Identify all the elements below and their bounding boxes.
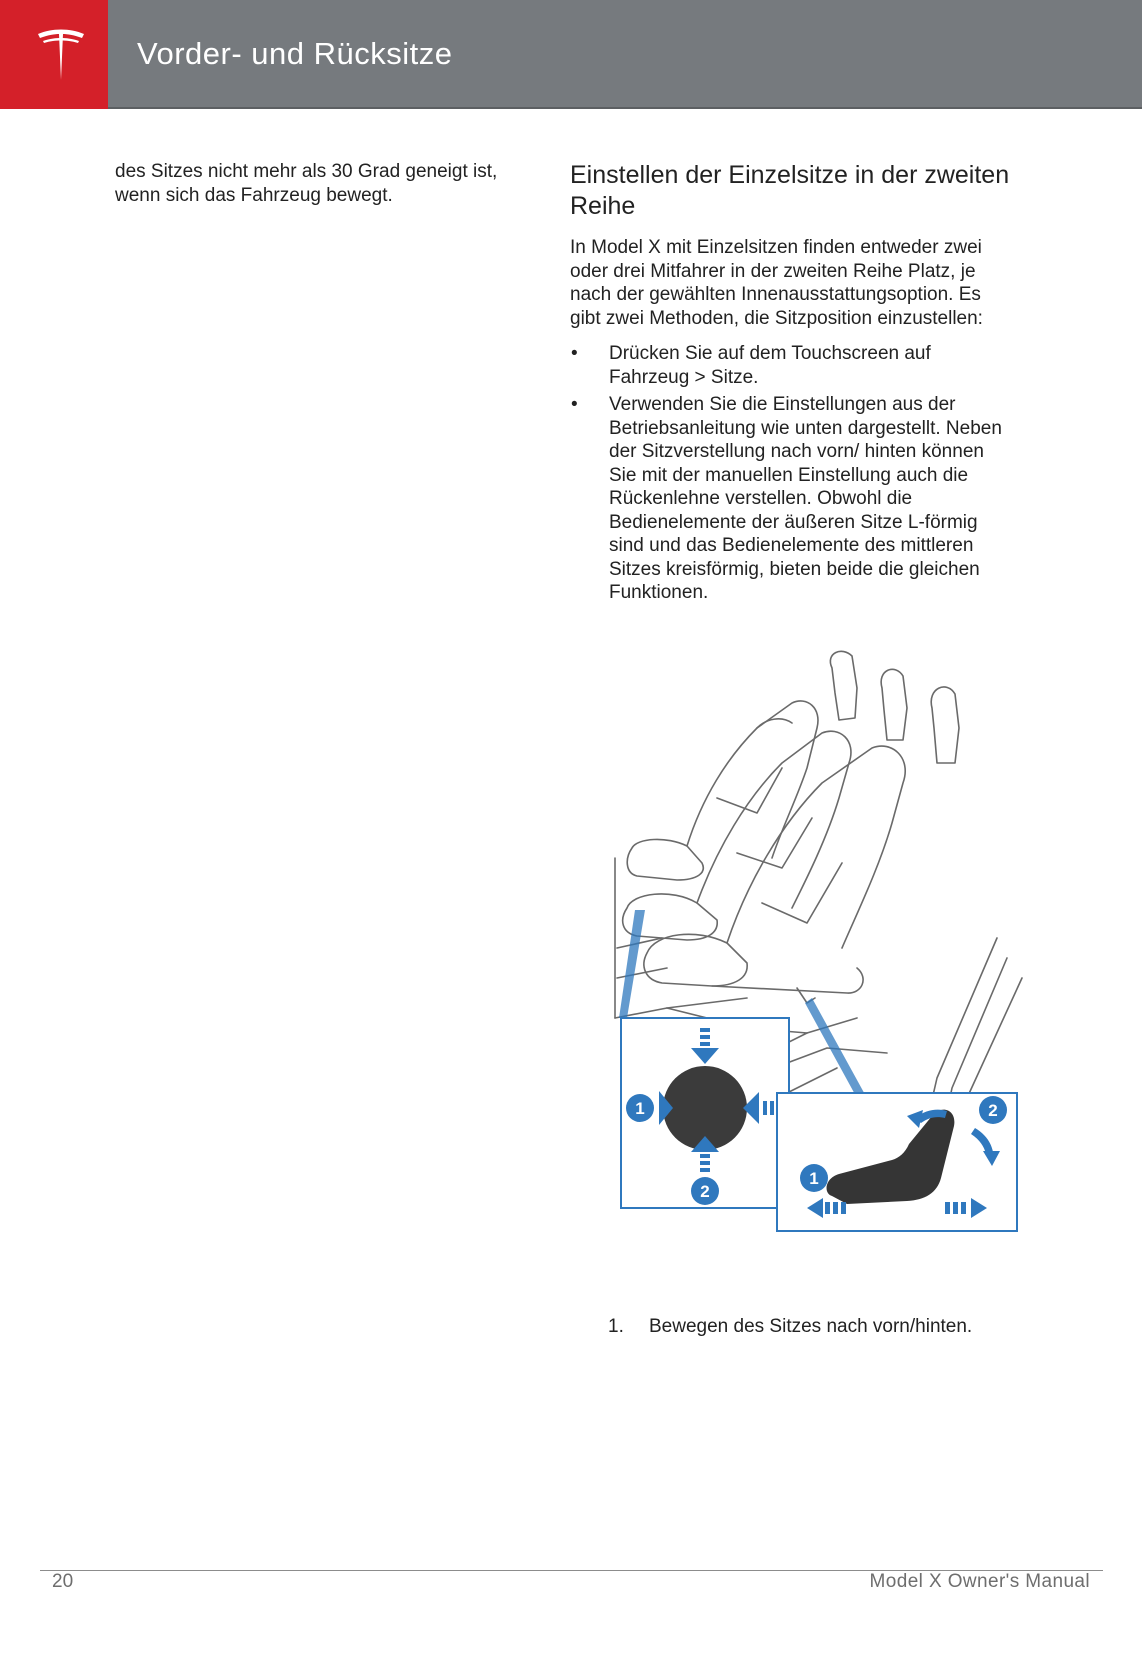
brand-logo-box xyxy=(0,0,108,109)
list-item-text: Verwenden Sie die Einstellungen aus der Betriebsanleitung wie unten dargestellt. Neben der Sitzverstellung nach vorn/ hinten können Sie mit der manuellen Einstellung auch die Rückenlehne verstellen. Obwohl die Bedienelemente der äußeren Sitze L-förmig sind und das Bedienelemente des mittleren Sitzes kreisförmig, bieten beide die gleichen Funktionen. xyxy=(609,394,1002,603)
svg-text:2: 2 xyxy=(700,1182,710,1201)
continued-paragraph: des Sitzes nicht mehr als 30 Grad geneigt ist, wenn sich das Fahrzeug bewegt. xyxy=(115,161,498,206)
l-control-label-1 xyxy=(800,1164,828,1192)
method-list xyxy=(570,342,1015,605)
section-heading: Einstellen der Einzelsitze in der zweiten Reihe xyxy=(570,161,1010,220)
tesla-logo-icon xyxy=(34,28,88,84)
bullet-glyph: • xyxy=(571,394,578,415)
manual-name: Model X Owner's Manual xyxy=(869,1571,1090,1592)
l-control-label-2 xyxy=(979,1096,1007,1124)
svg-text:2: 2 xyxy=(988,1101,998,1120)
list-item xyxy=(570,393,1015,605)
seat-diagram xyxy=(607,648,1023,1296)
bullet-glyph: • xyxy=(571,343,578,364)
intro-paragraph: In Model X mit Einzelsitzen finden entweder zwei oder drei Mitfahrer in der zweiten Reihe Platz, je nach der gewählten Innenausstattungsoption. Es gibt zwei Methoden, die Sitzposition einzustellen: xyxy=(570,237,983,329)
page-title: Vorder- und Rücksitze xyxy=(137,36,453,71)
list-text: Bewegen des Sitzes nach vorn/hinten. xyxy=(649,1316,973,1337)
list-number: 1. xyxy=(608,1316,624,1337)
circle-control-label-2 xyxy=(691,1177,719,1205)
header-underline xyxy=(108,107,1142,109)
list-item-text: Drücken Sie auf dem Touchscreen auf Fahrzeug > Sitze. xyxy=(609,343,931,388)
svg-text:1: 1 xyxy=(809,1169,819,1188)
right-column xyxy=(570,160,1015,609)
list-item xyxy=(570,342,1015,389)
seat-adjustment-illustration xyxy=(607,648,1023,1296)
page-number: 20 xyxy=(52,1571,74,1592)
svg-text:1: 1 xyxy=(635,1099,645,1118)
circle-control-label-1 xyxy=(626,1094,654,1122)
page-header xyxy=(0,0,1142,109)
left-column xyxy=(115,160,535,208)
